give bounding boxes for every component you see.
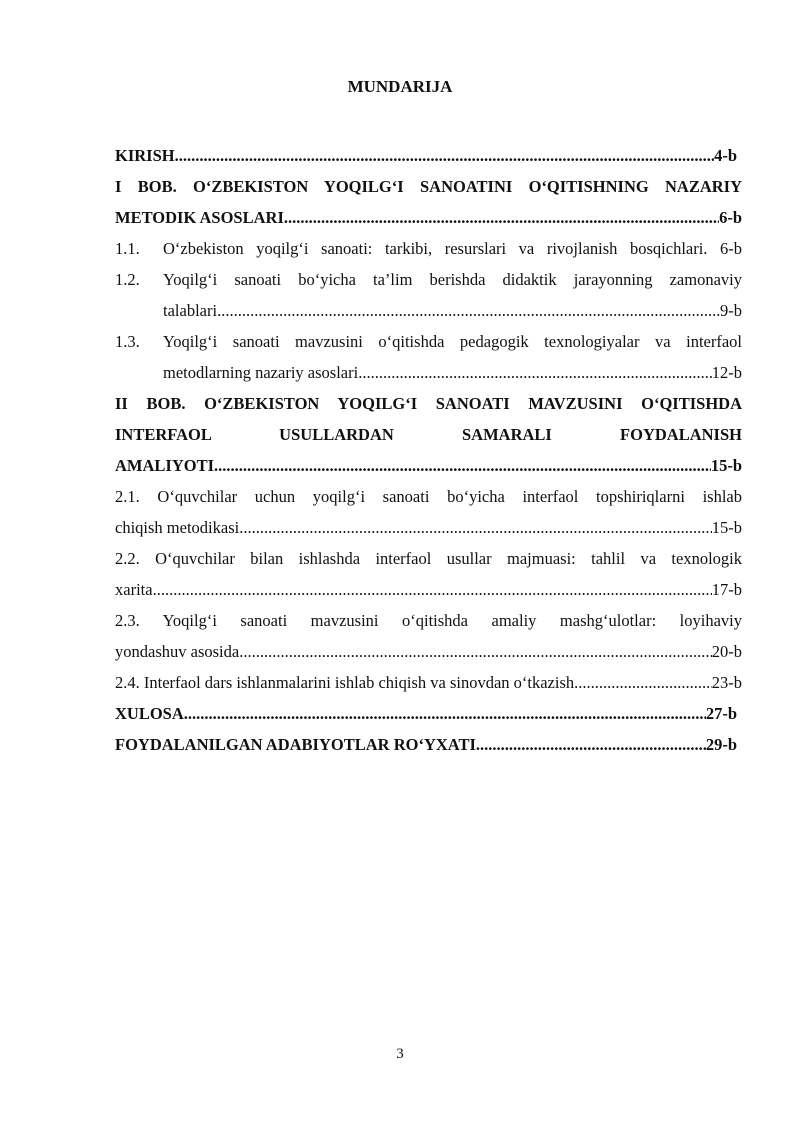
- dot-leader: [175, 140, 714, 171]
- toc-entry-xulosa[interactable]: [115, 698, 737, 729]
- toc-entry-2-3-line1[interactable]: 2.3. Yoqilg‘i sanoati mavzusini o‘qitishda amaliy mashg‘ulotlar: loyihaviy: [115, 611, 742, 630]
- toc-entry-label: yondashuv asosida: [115, 642, 240, 661]
- section-number: 1.2.: [115, 270, 140, 289]
- dot-leader: [184, 698, 706, 729]
- dot-leader: [476, 729, 706, 760]
- toc-entry-bob1-line1[interactable]: I BOB. O‘ZBEKISTON YOQILG‘I SANOATINI O‘QITISHNING NAZARIY: [115, 177, 742, 196]
- toc-page-ref: 12-b: [711, 363, 742, 382]
- toc-entry-label: talablari: [163, 301, 218, 320]
- table-of-contents: [115, 140, 742, 760]
- toc-entry-2-1-line2[interactable]: [115, 512, 742, 543]
- toc-entry-bob2-line1[interactable]: II BOB. O‘ZBEKISTON YOQILG‘I SANOATI MAVZUSINI O‘QITISHDA: [115, 394, 742, 413]
- toc-entry-adabiyotlar[interactable]: [115, 729, 737, 760]
- dot-leader: [217, 295, 720, 326]
- toc-entry-label: Yoqilg‘i sanoati bo‘yicha ta’lim berishda didaktik jarayonning zamonaviy: [163, 270, 742, 289]
- toc-entry-label: Yoqilg‘i sanoati mavzusini o‘qitishda pedagogik texnologiyalar va interfaol: [163, 332, 742, 351]
- toc-page-ref: 20-b: [711, 642, 742, 661]
- page-title: MUNDARIJA: [347, 77, 453, 96]
- toc-entry-bob2-line3[interactable]: [115, 450, 742, 481]
- toc-entry-1-2-line1[interactable]: [115, 264, 742, 295]
- toc-page-ref: 15-b: [711, 518, 742, 537]
- toc-entry-label: xarita: [115, 580, 153, 599]
- toc-entry-label: chiqish metodikasi: [115, 518, 240, 537]
- page-number: 3: [396, 1046, 404, 1062]
- toc-page-ref: 15-b: [710, 456, 742, 475]
- toc-entry-bob1-line2[interactable]: [115, 202, 742, 233]
- toc-entry-label: XULOSA: [115, 704, 184, 723]
- toc-entry-label: AMALIYOTI: [115, 456, 215, 475]
- toc-entry-label: KIRISH: [115, 146, 175, 165]
- toc-entry-2-2-line2[interactable]: [115, 574, 742, 605]
- toc-page-ref: 9-b: [720, 301, 742, 320]
- toc-entry-label: metodlarning nazariy asoslari: [163, 363, 359, 382]
- toc-page-ref: 6-b: [719, 208, 742, 227]
- toc-entry-2-3-line2[interactable]: [115, 636, 742, 667]
- dot-leader: [153, 574, 712, 605]
- toc-page-ref: 29-b: [705, 735, 737, 754]
- toc-page-ref: 23-b: [711, 673, 742, 692]
- toc-page-ref: 27-b: [705, 704, 737, 723]
- toc-entry-2-1-line1[interactable]: 2.1. O‘quvchilar uchun yoqilg‘i sanoati bo‘yicha interfaol topshiriqlarni ishlab: [115, 487, 742, 506]
- dot-leader: [239, 512, 712, 543]
- toc-entry-1-1[interactable]: [115, 233, 742, 264]
- dot-leader: [214, 450, 711, 481]
- toc-entry-label: O‘zbekiston yoqilg‘i sanoati: tarkibi, resurslari va rivojlanish bosqichlari. 6-b: [163, 239, 742, 258]
- dot-leader: [239, 636, 712, 667]
- toc-entry-1-2-line2[interactable]: [115, 295, 742, 326]
- section-number: 1.1.: [115, 239, 140, 258]
- toc-entry-1-3-line2[interactable]: [115, 357, 742, 388]
- dot-leader: [574, 667, 712, 698]
- toc-entry-kirish[interactable]: [115, 140, 737, 171]
- toc-entry-1-3-line1[interactable]: [115, 326, 742, 357]
- toc-entry-2-4[interactable]: [115, 667, 742, 698]
- dot-leader: [284, 202, 719, 233]
- toc-entry-label: 2.4. Interfaol dars ishlanmalarini ishlab chiqish va sinovdan o‘tkazish: [115, 673, 575, 692]
- dot-leader: [358, 357, 712, 388]
- toc-entry-bob2-line2[interactable]: INTERFAOL USULLARDAN SAMARALI FOYDALANISH: [115, 425, 742, 444]
- section-number: 1.3.: [115, 332, 140, 351]
- toc-entry-label: FOYDALANILGAN ADABIYOTLAR RO‘YXATI: [115, 735, 476, 754]
- toc-entry-label: METODIK ASOSLARI: [115, 208, 284, 227]
- toc-page-ref: 4-b: [714, 146, 737, 165]
- toc-page-ref: 17-b: [711, 580, 742, 599]
- toc-entry-2-2-line1[interactable]: 2.2. O‘quvchilar bilan ishlashda interfaol usullar majmuasi: tahlil va texnologik: [115, 549, 742, 568]
